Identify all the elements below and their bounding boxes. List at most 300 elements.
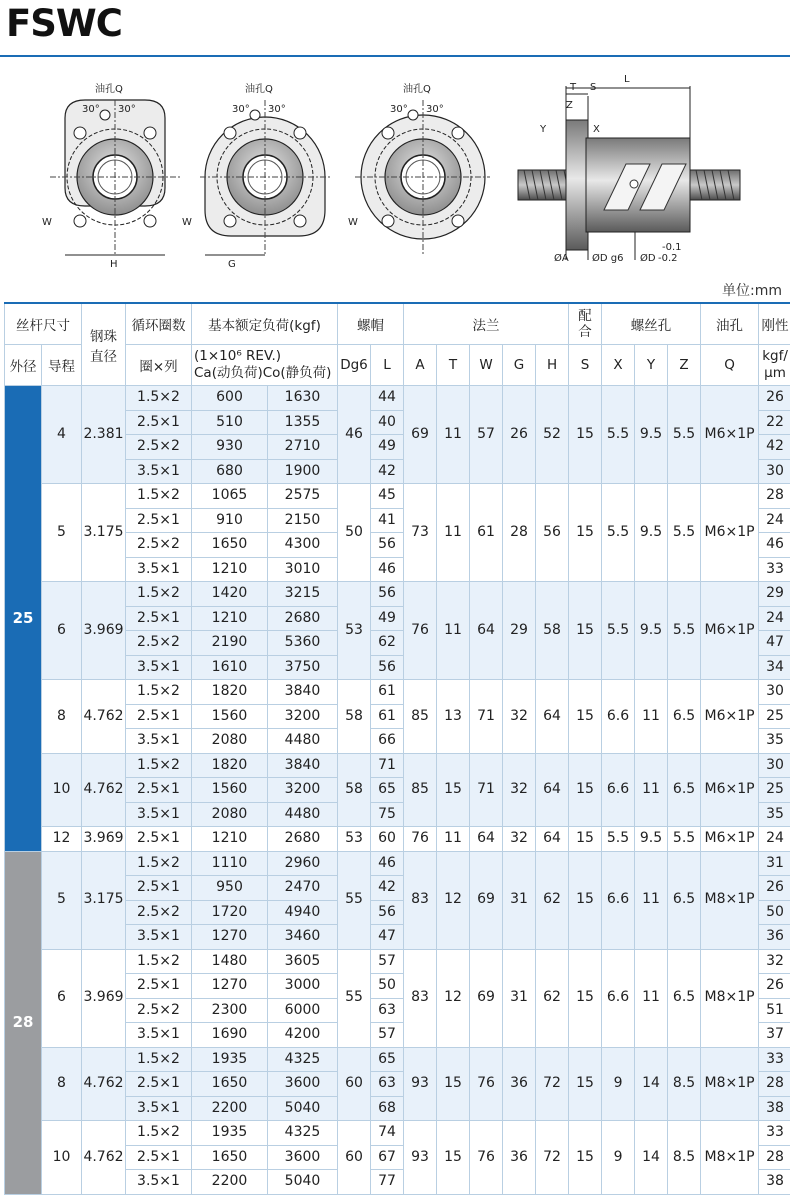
cell-g: 36 — [503, 1047, 536, 1121]
cell-h: 72 — [536, 1121, 569, 1195]
cell-ca: 910 — [192, 508, 268, 533]
cell-l: 46 — [371, 851, 404, 876]
cell-circuits: 3.5×1 — [126, 925, 192, 950]
cell-circuits: 2.5×2 — [126, 631, 192, 656]
cell-ca: 2190 — [192, 631, 268, 656]
cell-z: 5.5 — [668, 386, 701, 484]
cell-y: 9.5 — [635, 386, 668, 484]
cell-h: 64 — [536, 680, 569, 754]
cell-ball: 4.762 — [82, 753, 126, 827]
cell-g: 26 — [503, 386, 536, 484]
cell-co: 4480 — [268, 802, 338, 827]
cell-z: 6.5 — [668, 949, 701, 1047]
cell-co: 3000 — [268, 974, 338, 999]
cell-l: 74 — [371, 1121, 404, 1146]
cell-l: 65 — [371, 1047, 404, 1072]
cell-s: 15 — [569, 680, 602, 754]
flange-view-2 — [182, 82, 330, 270]
cell-co: 6000 — [268, 998, 338, 1023]
cell-g: 29 — [503, 582, 536, 680]
dim-label-y: Y — [539, 124, 547, 135]
cell-ball: 3.175 — [82, 484, 126, 582]
table-row — [5, 1121, 790, 1146]
cell-ca: 1560 — [192, 778, 268, 803]
cell-l: 46 — [371, 557, 404, 582]
flange-view-1 — [42, 82, 180, 270]
cell-co: 4300 — [268, 533, 338, 558]
hdr-w: W — [470, 345, 503, 386]
cell-co: 3840 — [268, 753, 338, 778]
cell-l: 49 — [371, 435, 404, 460]
cell-circuits: 2.5×2 — [126, 533, 192, 558]
cell-l: 56 — [371, 900, 404, 925]
cell-stiffness: 29 — [759, 582, 790, 607]
cell-w: 64 — [470, 827, 503, 852]
cell-stiffness: 24 — [759, 606, 790, 631]
cell-ca: 1210 — [192, 557, 268, 582]
cell-ca: 510 — [192, 410, 268, 435]
cell-ca: 1110 — [192, 851, 268, 876]
cell-co: 1900 — [268, 459, 338, 484]
cell-l: 47 — [371, 925, 404, 950]
cell-dg6: 53 — [338, 827, 371, 852]
cell-co: 2960 — [268, 851, 338, 876]
dim-label-l: L — [624, 74, 630, 85]
hdr-circuits-sub: 圈×列 — [126, 345, 192, 386]
table-row — [5, 827, 790, 852]
cell-x: 5.5 — [602, 386, 635, 484]
cell-dg6: 50 — [338, 484, 371, 582]
cell-outer-dia: 25 — [5, 386, 42, 852]
cell-stiffness: 31 — [759, 851, 790, 876]
cell-x: 6.6 — [602, 753, 635, 827]
cell-y: 9.5 — [635, 827, 668, 852]
cell-co: 4940 — [268, 900, 338, 925]
cell-circuits: 2.5×1 — [126, 1145, 192, 1170]
cell-stiffness: 26 — [759, 876, 790, 901]
cell-x: 5.5 — [602, 582, 635, 680]
cell-t: 11 — [437, 484, 470, 582]
cell-l: 63 — [371, 998, 404, 1023]
dim-label-phia: ØA — [554, 252, 569, 264]
dim-label-z: Z — [566, 100, 573, 111]
cell-stiffness: 26 — [759, 974, 790, 999]
cell-y: 9.5 — [635, 484, 668, 582]
cell-ca: 1720 — [192, 900, 268, 925]
cell-a: 83 — [404, 851, 437, 949]
cell-w: 76 — [470, 1047, 503, 1121]
table-row — [5, 753, 790, 778]
hdr-z: Z — [668, 345, 701, 386]
unit-label: 单位:mm — [722, 280, 782, 300]
cell-ca: 2200 — [192, 1170, 268, 1195]
hdr-dg6: Dg6 — [338, 345, 371, 386]
cell-co: 3600 — [268, 1072, 338, 1097]
cell-t: 15 — [437, 753, 470, 827]
cell-circuits: 3.5×1 — [126, 655, 192, 680]
angle-label-2a: 30° — [232, 104, 250, 115]
cell-lead: 8 — [42, 680, 82, 754]
cell-t: 15 — [437, 1047, 470, 1121]
hdr-y: Y — [635, 345, 668, 386]
cell-co: 3600 — [268, 1145, 338, 1170]
cell-g: 32 — [503, 827, 536, 852]
cell-co: 4480 — [268, 729, 338, 754]
cell-stiffness: 33 — [759, 1121, 790, 1146]
cell-l: 77 — [371, 1170, 404, 1195]
cell-stiffness: 32 — [759, 949, 790, 974]
cell-dg6: 58 — [338, 680, 371, 754]
cell-ca: 930 — [192, 435, 268, 460]
cell-q: M6×1P — [701, 753, 759, 827]
cell-ca: 1650 — [192, 1145, 268, 1170]
cell-stiffness: 25 — [759, 704, 790, 729]
cell-lead: 8 — [42, 1047, 82, 1121]
cell-l: 75 — [371, 802, 404, 827]
hdr-g: G — [503, 345, 536, 386]
cell-ball: 3.969 — [82, 949, 126, 1047]
cell-l: 57 — [371, 949, 404, 974]
cell-co: 3215 — [268, 582, 338, 607]
cell-q: M8×1P — [701, 1121, 759, 1195]
cell-circuits: 2.5×1 — [126, 704, 192, 729]
cell-circuits: 1.5×2 — [126, 386, 192, 411]
angle-label-1b: 30° — [118, 104, 136, 115]
page-title: FSWC — [6, 2, 122, 45]
hdr-a: A — [404, 345, 437, 386]
cell-t: 11 — [437, 582, 470, 680]
cell-ca: 600 — [192, 386, 268, 411]
cell-ca: 1690 — [192, 1023, 268, 1048]
cell-circuits: 3.5×1 — [126, 459, 192, 484]
cell-g: 31 — [503, 851, 536, 949]
cell-ca: 1820 — [192, 753, 268, 778]
cell-stiffness: 38 — [759, 1096, 790, 1121]
hdr-stiff-unit: kgf/ μm — [759, 345, 790, 386]
tol-upper: -0.1 — [662, 242, 682, 253]
cell-l: 67 — [371, 1145, 404, 1170]
cell-q: M6×1P — [701, 386, 759, 484]
dim-label-t: T — [569, 82, 577, 93]
cell-lead: 12 — [42, 827, 82, 852]
cell-l: 66 — [371, 729, 404, 754]
cell-w: 61 — [470, 484, 503, 582]
cell-circuits: 2.5×1 — [126, 1072, 192, 1097]
cell-l: 44 — [371, 386, 404, 411]
cell-q: M6×1P — [701, 484, 759, 582]
cell-s: 15 — [569, 386, 602, 484]
dim-label-w1: W — [42, 217, 52, 228]
cell-circuits: 2.5×2 — [126, 998, 192, 1023]
cell-a: 85 — [404, 753, 437, 827]
cell-l: 56 — [371, 655, 404, 680]
cell-circuits: 2.5×2 — [126, 435, 192, 460]
cell-w: 69 — [470, 949, 503, 1047]
cell-co: 2575 — [268, 484, 338, 509]
cell-lead: 10 — [42, 753, 82, 827]
cell-dg6: 55 — [338, 851, 371, 949]
cell-a: 93 — [404, 1047, 437, 1121]
cell-ca: 680 — [192, 459, 268, 484]
cell-circuits: 2.5×2 — [126, 900, 192, 925]
cell-l: 57 — [371, 1023, 404, 1048]
dim-label-w2: W — [182, 217, 192, 228]
cell-q: M6×1P — [701, 680, 759, 754]
table-row — [5, 1047, 790, 1072]
cell-circuits: 2.5×1 — [126, 827, 192, 852]
cell-ca: 2080 — [192, 729, 268, 754]
cell-circuits: 2.5×1 — [126, 410, 192, 435]
cell-ca: 1820 — [192, 680, 268, 705]
cell-stiffness: 33 — [759, 557, 790, 582]
cell-co: 5040 — [268, 1170, 338, 1195]
cell-l: 50 — [371, 974, 404, 999]
cell-s: 15 — [569, 753, 602, 827]
title-rule — [0, 55, 790, 57]
cell-ball: 4.762 — [82, 1047, 126, 1121]
cell-w: 71 — [470, 680, 503, 754]
cell-l: 61 — [371, 680, 404, 705]
cell-circuits: 1.5×2 — [126, 949, 192, 974]
cell-h: 64 — [536, 827, 569, 852]
hdr-fit: 配 合 — [569, 303, 602, 345]
cell-ca: 1210 — [192, 827, 268, 852]
cell-co: 1355 — [268, 410, 338, 435]
hdr-l: L — [371, 345, 404, 386]
cell-l: 60 — [371, 827, 404, 852]
spec-table-body — [5, 386, 790, 1195]
cell-circuits: 3.5×1 — [126, 802, 192, 827]
cell-ball: 4.762 — [82, 1121, 126, 1195]
cell-s: 15 — [569, 1047, 602, 1121]
cell-co: 3200 — [268, 704, 338, 729]
cell-stiffness: 24 — [759, 508, 790, 533]
cell-circuits: 1.5×2 — [126, 851, 192, 876]
cell-h: 56 — [536, 484, 569, 582]
cell-s: 15 — [569, 1121, 602, 1195]
cell-y: 11 — [635, 680, 668, 754]
cell-circuits: 3.5×1 — [126, 729, 192, 754]
cell-co: 4200 — [268, 1023, 338, 1048]
cell-g: 28 — [503, 484, 536, 582]
cell-lead: 4 — [42, 386, 82, 484]
cell-circuits: 1.5×2 — [126, 484, 192, 509]
table-row — [5, 582, 790, 607]
cell-ca: 1935 — [192, 1121, 268, 1146]
cell-a: 76 — [404, 827, 437, 852]
cell-l: 71 — [371, 753, 404, 778]
cell-l: 61 — [371, 704, 404, 729]
oil-hole-label-3: 油孔Q — [403, 82, 431, 95]
cell-g: 32 — [503, 680, 536, 754]
cell-co: 3010 — [268, 557, 338, 582]
hdr-load-cols: Ca(动负荷)Co(静负荷) — [194, 365, 337, 382]
cell-ball: 4.762 — [82, 680, 126, 754]
cell-ball: 3.969 — [82, 827, 126, 852]
cell-g: 36 — [503, 1121, 536, 1195]
cell-x: 9 — [602, 1121, 635, 1195]
cell-l: 42 — [371, 876, 404, 901]
cell-s: 15 — [569, 949, 602, 1047]
cell-q: M8×1P — [701, 851, 759, 949]
cell-s: 15 — [569, 851, 602, 949]
cell-t: 12 — [437, 851, 470, 949]
cell-s: 15 — [569, 582, 602, 680]
cell-t: 13 — [437, 680, 470, 754]
cell-z: 8.5 — [668, 1121, 701, 1195]
cell-l: 45 — [371, 484, 404, 509]
cell-x: 9 — [602, 1047, 635, 1121]
cell-lead: 5 — [42, 484, 82, 582]
hdr-oil: 油孔 — [701, 303, 759, 345]
cell-ca: 1560 — [192, 704, 268, 729]
table-row — [5, 851, 790, 876]
cell-co: 4325 — [268, 1047, 338, 1072]
cell-ca: 2080 — [192, 802, 268, 827]
hdr-t: T — [437, 345, 470, 386]
cell-stiffness: 46 — [759, 533, 790, 558]
cell-t: 11 — [437, 827, 470, 852]
cell-g: 31 — [503, 949, 536, 1047]
cell-co: 5040 — [268, 1096, 338, 1121]
cell-co: 2680 — [268, 606, 338, 631]
cell-l: 62 — [371, 631, 404, 656]
angle-label-1a: 30° — [82, 104, 100, 115]
dim-label-h: H — [110, 259, 118, 270]
cell-co: 5360 — [268, 631, 338, 656]
cell-circuits: 1.5×2 — [126, 753, 192, 778]
cell-y: 11 — [635, 949, 668, 1047]
cell-a: 69 — [404, 386, 437, 484]
cell-circuits: 2.5×1 — [126, 876, 192, 901]
hdr-s: S — [569, 345, 602, 386]
cell-t: 15 — [437, 1121, 470, 1195]
cell-q: M6×1P — [701, 827, 759, 852]
cell-stiffness: 30 — [759, 459, 790, 484]
cell-h: 64 — [536, 753, 569, 827]
cell-circuits: 1.5×2 — [126, 680, 192, 705]
technical-drawings — [0, 60, 790, 280]
dim-label-x: X — [593, 124, 600, 135]
cell-z: 6.5 — [668, 753, 701, 827]
oil-hole-label-2: 油孔Q — [245, 82, 273, 95]
cell-outer-dia: 28 — [5, 851, 42, 1194]
side-view — [518, 74, 740, 264]
cell-ca: 1270 — [192, 925, 268, 950]
cell-stiffness: 28 — [759, 484, 790, 509]
table-row — [5, 949, 790, 974]
cell-w: 76 — [470, 1121, 503, 1195]
cell-l: 56 — [371, 582, 404, 607]
cell-x: 6.6 — [602, 949, 635, 1047]
cell-ball: 3.175 — [82, 851, 126, 949]
cell-ca: 1065 — [192, 484, 268, 509]
hdr-bolt-hole: 螺丝孔 — [602, 303, 701, 345]
cell-dg6: 60 — [338, 1047, 371, 1121]
hdr-h: H — [536, 345, 569, 386]
cell-lead: 6 — [42, 949, 82, 1047]
cell-ball: 3.969 — [82, 582, 126, 680]
cell-circuits: 3.5×1 — [126, 557, 192, 582]
dim-label-g: G — [228, 259, 236, 270]
cell-circuits: 3.5×1 — [126, 1023, 192, 1048]
cell-a: 93 — [404, 1121, 437, 1195]
cell-co: 3840 — [268, 680, 338, 705]
cell-y: 11 — [635, 753, 668, 827]
cell-y: 14 — [635, 1047, 668, 1121]
cell-q: M8×1P — [701, 949, 759, 1047]
cell-y: 14 — [635, 1121, 668, 1195]
dim-label-phid: ØD — [640, 252, 656, 264]
flange-view-3 — [348, 82, 490, 255]
cell-co: 3750 — [268, 655, 338, 680]
angle-label-3a: 30° — [390, 104, 408, 115]
cell-dg6: 53 — [338, 582, 371, 680]
hdr-load-sub — [192, 345, 338, 386]
cell-stiffness: 50 — [759, 900, 790, 925]
cell-stiffness: 42 — [759, 435, 790, 460]
cell-dg6: 60 — [338, 1121, 371, 1195]
cell-lead: 10 — [42, 1121, 82, 1195]
cell-co: 3460 — [268, 925, 338, 950]
cell-s: 15 — [569, 827, 602, 852]
table-row — [5, 386, 790, 411]
table-row — [5, 484, 790, 509]
cell-co: 2710 — [268, 435, 338, 460]
cell-stiffness: 28 — [759, 1145, 790, 1170]
hdr-stiff: 刚性 — [759, 303, 790, 345]
cell-x: 6.6 — [602, 680, 635, 754]
cell-w: 57 — [470, 386, 503, 484]
cell-ca: 1650 — [192, 533, 268, 558]
cell-ca: 1935 — [192, 1047, 268, 1072]
cell-ball: 2.381 — [82, 386, 126, 484]
cell-l: 49 — [371, 606, 404, 631]
cell-w: 69 — [470, 851, 503, 949]
cell-stiffness: 38 — [759, 1170, 790, 1195]
cell-h: 62 — [536, 949, 569, 1047]
hdr-lead: 导程 — [42, 345, 82, 386]
cell-circuits: 3.5×1 — [126, 1170, 192, 1195]
cell-ca: 1610 — [192, 655, 268, 680]
cell-ca: 2200 — [192, 1096, 268, 1121]
dim-label-w3: W — [348, 217, 358, 228]
hdr-nut: 螺帽 — [338, 303, 404, 345]
cell-stiffness: 28 — [759, 1072, 790, 1097]
cell-stiffness: 25 — [759, 778, 790, 803]
cell-co: 2470 — [268, 876, 338, 901]
cell-h: 58 — [536, 582, 569, 680]
cell-a: 85 — [404, 680, 437, 754]
hdr-x: X — [602, 345, 635, 386]
cell-lead: 5 — [42, 851, 82, 949]
cell-z: 5.5 — [668, 827, 701, 852]
cell-x: 5.5 — [602, 484, 635, 582]
cell-stiffness: 22 — [759, 410, 790, 435]
cell-z: 5.5 — [668, 582, 701, 680]
cell-ca: 1270 — [192, 974, 268, 999]
oil-hole-label-1: 油孔Q — [95, 82, 123, 95]
cell-g: 32 — [503, 753, 536, 827]
cell-stiffness: 51 — [759, 998, 790, 1023]
cell-co: 4325 — [268, 1121, 338, 1146]
cell-ca: 1420 — [192, 582, 268, 607]
cell-stiffness: 30 — [759, 753, 790, 778]
cell-z: 6.5 — [668, 851, 701, 949]
tol-lower: -0.2 — [658, 253, 678, 264]
table-row — [5, 680, 790, 705]
cell-dg6: 46 — [338, 386, 371, 484]
